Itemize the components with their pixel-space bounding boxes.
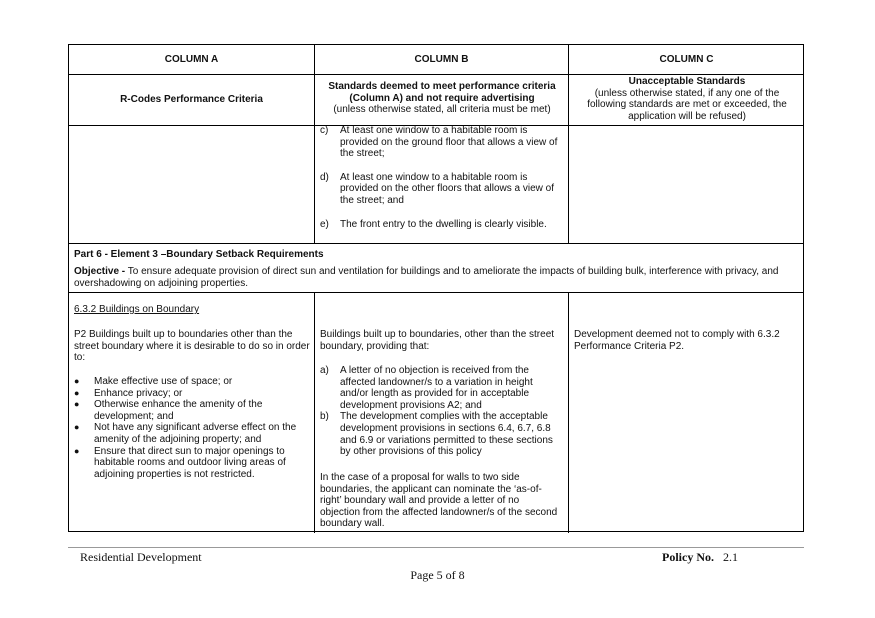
list-marker: e) bbox=[320, 218, 329, 230]
objective-text: To ensure adequate provision of direct sun and ventilation for buildings and to ameliorate the impacts of building bulk, interference with privacy, and overshadowing on adjoining properties. bbox=[74, 266, 779, 289]
bullet-icon: ● bbox=[74, 422, 80, 433]
column-b-subheader-note: (unless otherwise stated, all criteria must be met) bbox=[333, 104, 551, 116]
column-c-subheader-note: (unless otherwise stated, if any one of the following standards are met or exceeded, the application will be refused) bbox=[587, 87, 787, 122]
list-item-text: At least one window to a habitable room is provided on the other floors that allows a view of the street; and bbox=[340, 171, 555, 206]
list-item bbox=[74, 446, 310, 481]
list-marker: a) bbox=[320, 365, 329, 376]
column-b-intro: Buildings built up to boundaries, other than the street boundary, providing that: bbox=[320, 329, 555, 352]
column-a-bullets bbox=[74, 376, 310, 480]
footer-divider bbox=[68, 547, 804, 548]
column-b-subheader bbox=[321, 81, 563, 116]
part6-objective bbox=[74, 266, 799, 289]
policy-number bbox=[662, 550, 738, 565]
row-divider bbox=[69, 74, 803, 75]
row-divider bbox=[69, 292, 803, 293]
list-item bbox=[320, 172, 562, 207]
row1-column-b-list bbox=[320, 125, 562, 230]
bullet-icon: ● bbox=[74, 399, 80, 410]
row-divider bbox=[69, 243, 803, 244]
column-c-header: COLUMN C bbox=[659, 54, 714, 65]
column-c-subheader-title: Unacceptable Standards bbox=[628, 76, 746, 87]
bullet-icon: ● bbox=[74, 387, 80, 398]
list-item-text: Otherwise enhance the amenity of the development; and bbox=[94, 399, 263, 422]
list-marker: b) bbox=[320, 411, 329, 423]
list-item-text: At least one window to a habitable room is provided on the ground floor that allows a view of the street; bbox=[340, 125, 558, 160]
list-item-text: Make effective use of space; or bbox=[94, 376, 233, 387]
list-marker: d) bbox=[320, 171, 329, 183]
objective-label: Objective - bbox=[74, 266, 126, 277]
part6-title: Part 6 - Element 3 –Boundary Setback Requirements bbox=[74, 249, 324, 260]
list-item-text: A letter of no objection is received from the affected landowner/s to a variation in height and/or length as provided for in acceptable development provisions A2; and bbox=[340, 365, 533, 411]
list-item-text: The development complies with the acceptable development provisions in sections 6.4, 6.7, 6.8 and 6.9 or variations permitted to these sections by other provisions of this policy bbox=[340, 411, 553, 458]
list-item bbox=[74, 388, 310, 400]
list-item-text: The front entry to the dwelling is clearly visible. bbox=[340, 218, 547, 230]
list-item-text: Not have any significant adverse effect on the amenity of the adjoining property; and bbox=[94, 422, 297, 445]
bullet-icon: ● bbox=[74, 445, 80, 456]
list-item bbox=[320, 365, 562, 411]
list-item-text: Enhance privacy; or bbox=[94, 387, 183, 399]
policy-value: 2.1 bbox=[723, 550, 738, 564]
column-b-list bbox=[320, 365, 562, 458]
list-item-text: Ensure that direct sun to major openings to habitable rooms and outdoor living areas of adjoining properties is not restricted. bbox=[94, 445, 286, 480]
column-c-subheader bbox=[575, 76, 799, 122]
list-item bbox=[320, 125, 562, 160]
page-number: Page 5 of 8 bbox=[410, 568, 465, 582]
column-b-subheader-title: Standards deemed to meet performance criteria (Column A) and not require advertising bbox=[328, 81, 556, 104]
criteria-table bbox=[68, 44, 804, 532]
column-c-text: Development deemed not to comply with 6.3.2 Performance Criteria P2. bbox=[574, 329, 780, 352]
column-divider bbox=[568, 292, 569, 533]
column-b-note: In the case of a proposal for walls to two side boundaries, the applicant can nominate the ‘as-of-right’ boundary wall and provide a letter of no objection from the affected landowner/s of the second boundary wall. bbox=[320, 472, 558, 530]
list-item bbox=[74, 422, 310, 445]
list-item bbox=[74, 399, 310, 422]
list-item bbox=[74, 376, 310, 388]
section-heading: 6.3.2 Buildings on Boundary bbox=[74, 304, 200, 315]
column-a-intro: P2 Buildings built up to boundaries other than the street boundary where it is desirable to do so in order to: bbox=[74, 329, 310, 364]
list-marker: c) bbox=[320, 125, 329, 136]
list-item bbox=[320, 219, 562, 231]
column-a-header: COLUMN A bbox=[164, 54, 219, 65]
column-b-header: COLUMN B bbox=[414, 54, 469, 65]
footer-title: Residential Development bbox=[80, 550, 202, 564]
bullet-icon: ● bbox=[74, 376, 80, 386]
column-a-subheader: R-Codes Performance Criteria bbox=[120, 94, 263, 105]
column-divider bbox=[314, 292, 315, 533]
policy-label: Policy No. bbox=[662, 550, 714, 564]
list-item bbox=[320, 411, 562, 457]
